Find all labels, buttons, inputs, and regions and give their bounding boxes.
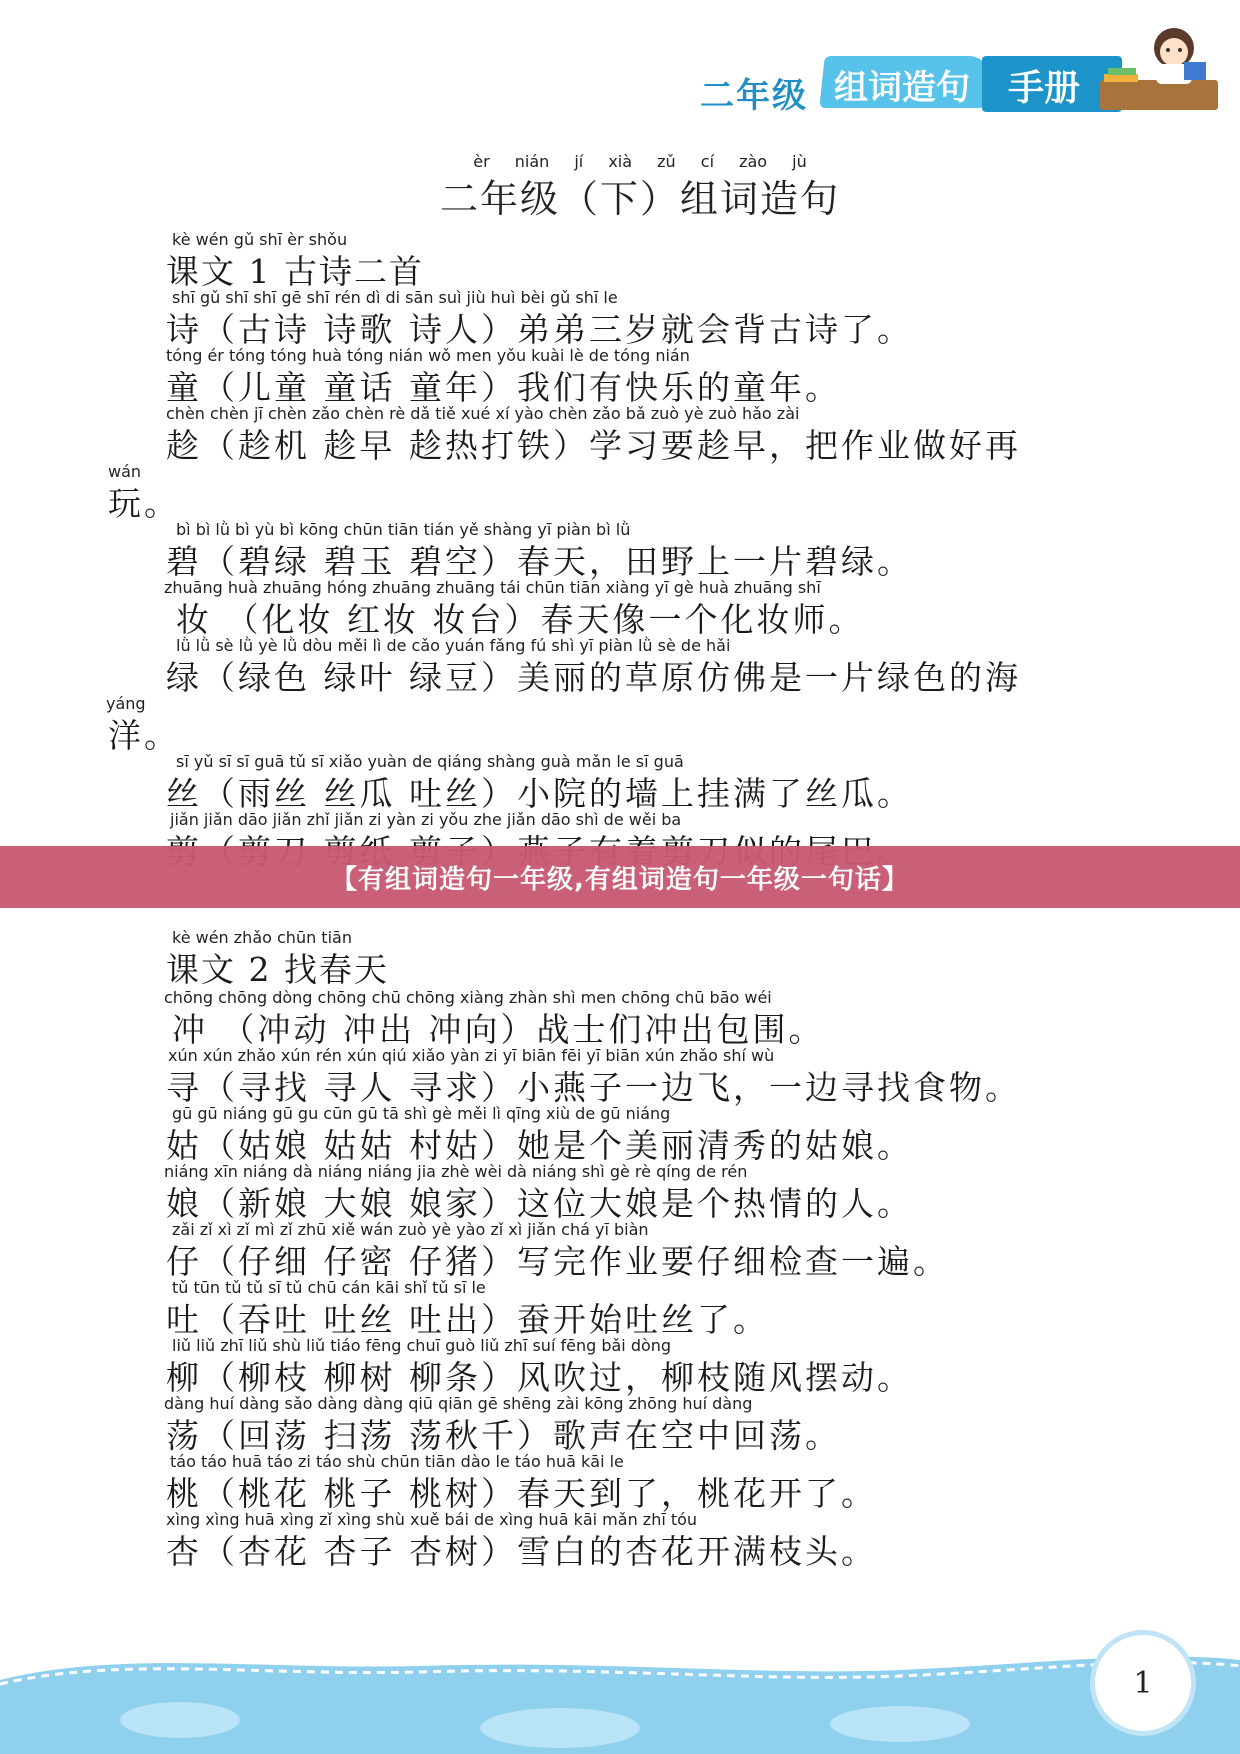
lesson-2-line-8-pinyin: dàng huí dàng sǎo dàng dàng qiū qiān gē shēng zài kōng zhōng huí dàng: [164, 1394, 753, 1413]
lesson-1-line-8-pinyin: jiǎn jiǎn dāo jiǎn zhǐ jiǎn zi yàn zi yǒu zhe jiǎn dāo shì de wěi ba: [170, 810, 682, 829]
lesson-2-heading: 课文 2 找春天: [166, 950, 389, 989]
title-pinyin: èr nián jí xià zǔ cí zào jù: [473, 152, 807, 171]
lesson-2-line-3: 姑（姑娘 姑姑 村姑）她是个美丽清秀的姑娘。: [166, 1126, 913, 1165]
lesson-1-heading: 课文 1 古诗二首: [166, 252, 424, 291]
lesson-2-line-5: 仔（仔细 仔密 仔猪）写完作业要仔细检查一遍。: [166, 1242, 949, 1281]
lesson-2-line-9: 桃（桃花 桃子 桃树）春天到了，桃花开了。: [166, 1474, 877, 1513]
lesson-2-heading-pinyin: kè wén zhǎo chūn tiān: [172, 928, 352, 947]
lesson-2-line-2: 寻（寻找 寻人 寻求）小燕子一边飞，一边寻找食物。: [166, 1068, 1021, 1107]
lesson-1-line-6: 绿（绿色 绿叶 绿豆）美丽的草原仿佛是一片绿色的海: [166, 658, 1021, 697]
lesson-2-line-10: 杏（杏花 杏子 杏树）雪白的杏花开满枝头。: [166, 1532, 877, 1571]
lesson-1-line-6-wrap-pinyin: yáng: [106, 694, 146, 713]
lesson-2-line-1-pinyin: chōng chōng dòng chōng chū chōng xiàng zhàn shì men chōng chū bāo wéi: [164, 988, 772, 1007]
lesson-2-line-6-pinyin: tǔ tūn tǔ tǔ sī tǔ chū cán kāi shǐ tǔ sī le: [172, 1278, 486, 1297]
lesson-2-line-9-pinyin: táo táo huā táo zi táo shù chūn tiān dào le táo huā kāi le: [170, 1452, 624, 1471]
lesson-1-line-2: 童（儿童 童话 童年）我们有快乐的童年。: [166, 368, 841, 407]
page-number: 1: [1090, 1630, 1196, 1736]
lesson-1-line-3: 趁（趁机 趁早 趁热打铁）学习要趁早，把作业做好再: [166, 426, 1021, 465]
lesson-2-line-4: 娘（新娘 大娘 娘家）这位大娘是个热情的人。: [166, 1184, 913, 1223]
lesson-2-line-5-pinyin: zǎi zǐ xì zǐ mì zǐ zhū xiě wán zuò yè yào zǐ xì jiǎn chá yī biàn: [172, 1220, 649, 1239]
lesson-1-line-3-wrap: 玩。: [108, 484, 180, 523]
lesson-1-line-1-pinyin: shī gǔ shī shī gē shī rén dì di sān suì jiù huì bèi gǔ shī le: [172, 288, 618, 307]
lesson-1-line-3-wrap-pinyin: wán: [108, 462, 142, 481]
lesson-1-line-5: 妆 （化妆 红妆 妆台）春天像一个化妆师。: [176, 600, 865, 639]
lesson-2-line-6: 吐（吞吐 吐丝 吐出）蚕开始吐丝了。: [166, 1300, 769, 1339]
lesson-1-line-1: 诗（古诗 诗歌 诗人）弟弟三岁就会背古诗了。: [166, 310, 913, 349]
lesson-1-line-7: 丝（雨丝 丝瓜 吐丝）小院的墙上挂满了丝瓜。: [166, 774, 913, 813]
lesson-1-line-4: 碧（碧绿 碧玉 碧空）春天，田野上一片碧绿。: [166, 542, 913, 581]
lesson-1-line-7-pinyin: sī yǔ sī sī guā tǔ sī xiǎo yuàn de qiáng shàng guà mǎn le sī guā: [176, 752, 684, 771]
lesson-2-line-3-pinyin: gū gū niáng gū gu cūn gū tā shì gè měi lì qīng xiù de gū niáng: [172, 1104, 671, 1123]
header-tag: 组词造句: [834, 68, 970, 108]
page-title: 二年级（下）组词造句: [439, 177, 840, 221]
lesson-1-line-4-pinyin: bì bì lǜ bì yù bì kōng chūn tiān tián yě shàng yī piàn bì lǜ: [176, 520, 631, 539]
lesson-1-line-3-pinyin: chèn chèn jī chèn zǎo chèn rè dǎ tiě xué xí yào chèn zǎo bǎ zuò yè zuò hǎo zài: [166, 404, 800, 423]
header-grade: 二年级: [700, 76, 808, 116]
lesson-2-line-10-pinyin: xìng xìng huā xìng zǐ xìng shù xuě bái de xìng huā kāi mǎn zhī tóu: [166, 1510, 698, 1529]
lesson-2-line-4-pinyin: niáng xīn niáng dà niáng niáng jia zhè wèi dà niáng shì gè rè qíng de rén: [164, 1162, 748, 1181]
lesson-2-line-8: 荡（回荡 扫荡 荡秋千）歌声在空中回荡。: [166, 1416, 841, 1455]
lesson-1-line-6-wrap: 洋。: [108, 716, 180, 755]
overlay-text: 【有组词造句一年级,有组词造句一年级一句话】: [331, 864, 909, 895]
title-overlay-banner: [0, 846, 1240, 908]
lesson-2-line-7-pinyin: liǔ liǔ zhī liǔ shù liǔ tiáo fēng chuī guò liǔ zhī suí fēng bǎi dòng: [172, 1336, 672, 1355]
lesson-1-line-2-pinyin: tóng ér tóng tóng huà tóng nián wǒ men yǒu kuài lè de tóng nián: [166, 346, 690, 365]
lesson-1-heading-pinyin: kè wén gǔ shī èr shǒu: [172, 230, 348, 249]
lesson-2-line-2-pinyin: xún xún zhǎo xún rén xún qiú xiǎo yàn zi yī biān fēi yī biān xún zhǎo shí wù: [168, 1046, 775, 1065]
lesson-2-line-1: 冲 （冲动 冲出 冲向）战士们冲出包围。: [172, 1010, 825, 1049]
lesson-2-line-7: 柳（柳枝 柳树 柳条）风吹过，柳枝随风摆动。: [166, 1358, 913, 1397]
header-book: 手册: [1008, 68, 1081, 109]
teacher-illustration-icon: [1100, 18, 1220, 114]
lesson-1-line-6-pinyin: lǜ lǜ sè lǜ yè lǜ dòu měi lì de cǎo yuán fǎng fú shì yī piàn lǜ sè de hǎi: [176, 636, 731, 655]
footer-cloud-decoration: [0, 1640, 1240, 1754]
lesson-1-line-5-pinyin: zhuāng huà zhuāng hóng zhuāng zhuāng tái chūn tiān xiàng yī gè huà zhuāng shī: [164, 578, 821, 597]
